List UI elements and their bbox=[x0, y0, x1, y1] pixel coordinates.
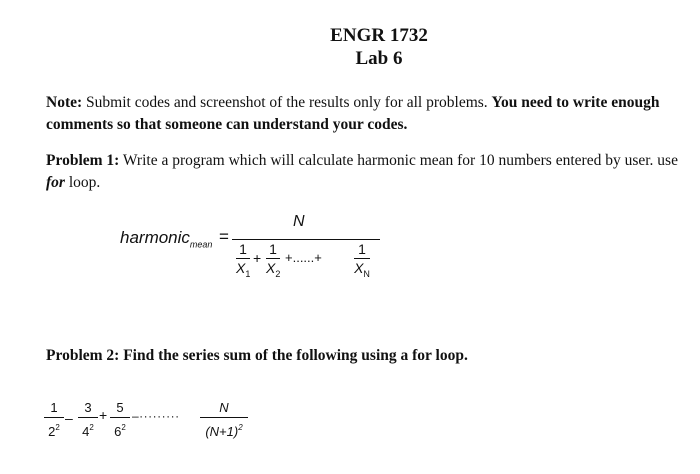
series-ellipsis: –········· bbox=[132, 409, 180, 423]
term-1-denominator: $X_1$ bbox=[236, 260, 251, 279]
series-term-last bbox=[200, 400, 248, 440]
term-1-numerator: 1 bbox=[239, 241, 247, 257]
series-minus-1: – bbox=[65, 410, 73, 426]
series-term-2 bbox=[78, 400, 98, 440]
series-term-1-denominator: $2^2$ bbox=[48, 423, 60, 439]
series-term-1 bbox=[44, 400, 64, 440]
formula-plus-1: + bbox=[253, 250, 262, 266]
course-title: ENGR 1732 bbox=[330, 25, 428, 46]
term-2-denominator: $X_2$ bbox=[266, 260, 281, 279]
series-term-2-denominator: $4^2$ bbox=[82, 423, 94, 439]
harmonic-mean-formula bbox=[118, 213, 398, 293]
formula-term-2 bbox=[266, 242, 280, 281]
series-term-1-numerator: 1 bbox=[50, 400, 58, 415]
formula-lhs-subscript: mean bbox=[189, 239, 213, 250]
series-term-3-numerator: 5 bbox=[116, 400, 124, 415]
formula-fraction-bar bbox=[232, 239, 380, 240]
series-last-bar bbox=[200, 417, 248, 418]
formula-term-n bbox=[354, 242, 370, 281]
problem1-paragraph bbox=[46, 150, 686, 194]
series-term-3-bar bbox=[110, 417, 130, 418]
formula-numerator: N bbox=[293, 213, 305, 230]
problem1-text: Write a program which will calculate harmonic mean for 10 numbers entered by user. use bbox=[119, 152, 678, 169]
term-2-numerator: 1 bbox=[269, 241, 277, 257]
problem1-text-end: loop. bbox=[64, 174, 101, 191]
series-term-2-bar bbox=[78, 417, 98, 418]
problem1-label: Problem 1: bbox=[46, 152, 120, 169]
problem2-text: Find the series sum of the following using a for loop. bbox=[119, 347, 468, 364]
series-formula bbox=[44, 400, 304, 450]
series-term-1-bar bbox=[44, 417, 64, 418]
series-last-numerator: N bbox=[219, 400, 229, 415]
problem2-paragraph bbox=[46, 345, 686, 367]
formula-term-1 bbox=[236, 242, 250, 281]
note-text: Submit codes and screenshot of the results only for all problems. bbox=[82, 94, 492, 111]
formula-lhs-text: harmonic bbox=[120, 228, 190, 247]
formula-lhs bbox=[120, 228, 212, 249]
document-header bbox=[0, 24, 700, 70]
problem2-label: Problem 2: bbox=[46, 347, 120, 364]
problem1-keyword: for bbox=[46, 174, 65, 191]
term-n-denominator: $X_N$ bbox=[354, 260, 370, 279]
note-emphasis: You need to write enough comments so that someone can understand your codes. bbox=[46, 94, 660, 133]
series-term-2-numerator: 3 bbox=[84, 400, 92, 415]
formula-ellipsis: +......+ bbox=[285, 250, 322, 265]
series-plus: + bbox=[99, 407, 108, 423]
term-2-bar bbox=[266, 258, 280, 259]
series-last-denominator: $(N+1)^2$ bbox=[205, 423, 243, 439]
series-term-3-denominator: $6^2$ bbox=[114, 423, 126, 439]
formula-equals: = bbox=[219, 227, 229, 246]
term-n-bar bbox=[354, 258, 370, 259]
note-label: Note: bbox=[46, 94, 83, 111]
lab-title: Lab 6 bbox=[355, 48, 403, 69]
series-term-3 bbox=[110, 400, 130, 440]
term-n-numerator: 1 bbox=[358, 241, 366, 257]
note-paragraph bbox=[46, 92, 686, 136]
term-1-bar bbox=[236, 258, 250, 259]
